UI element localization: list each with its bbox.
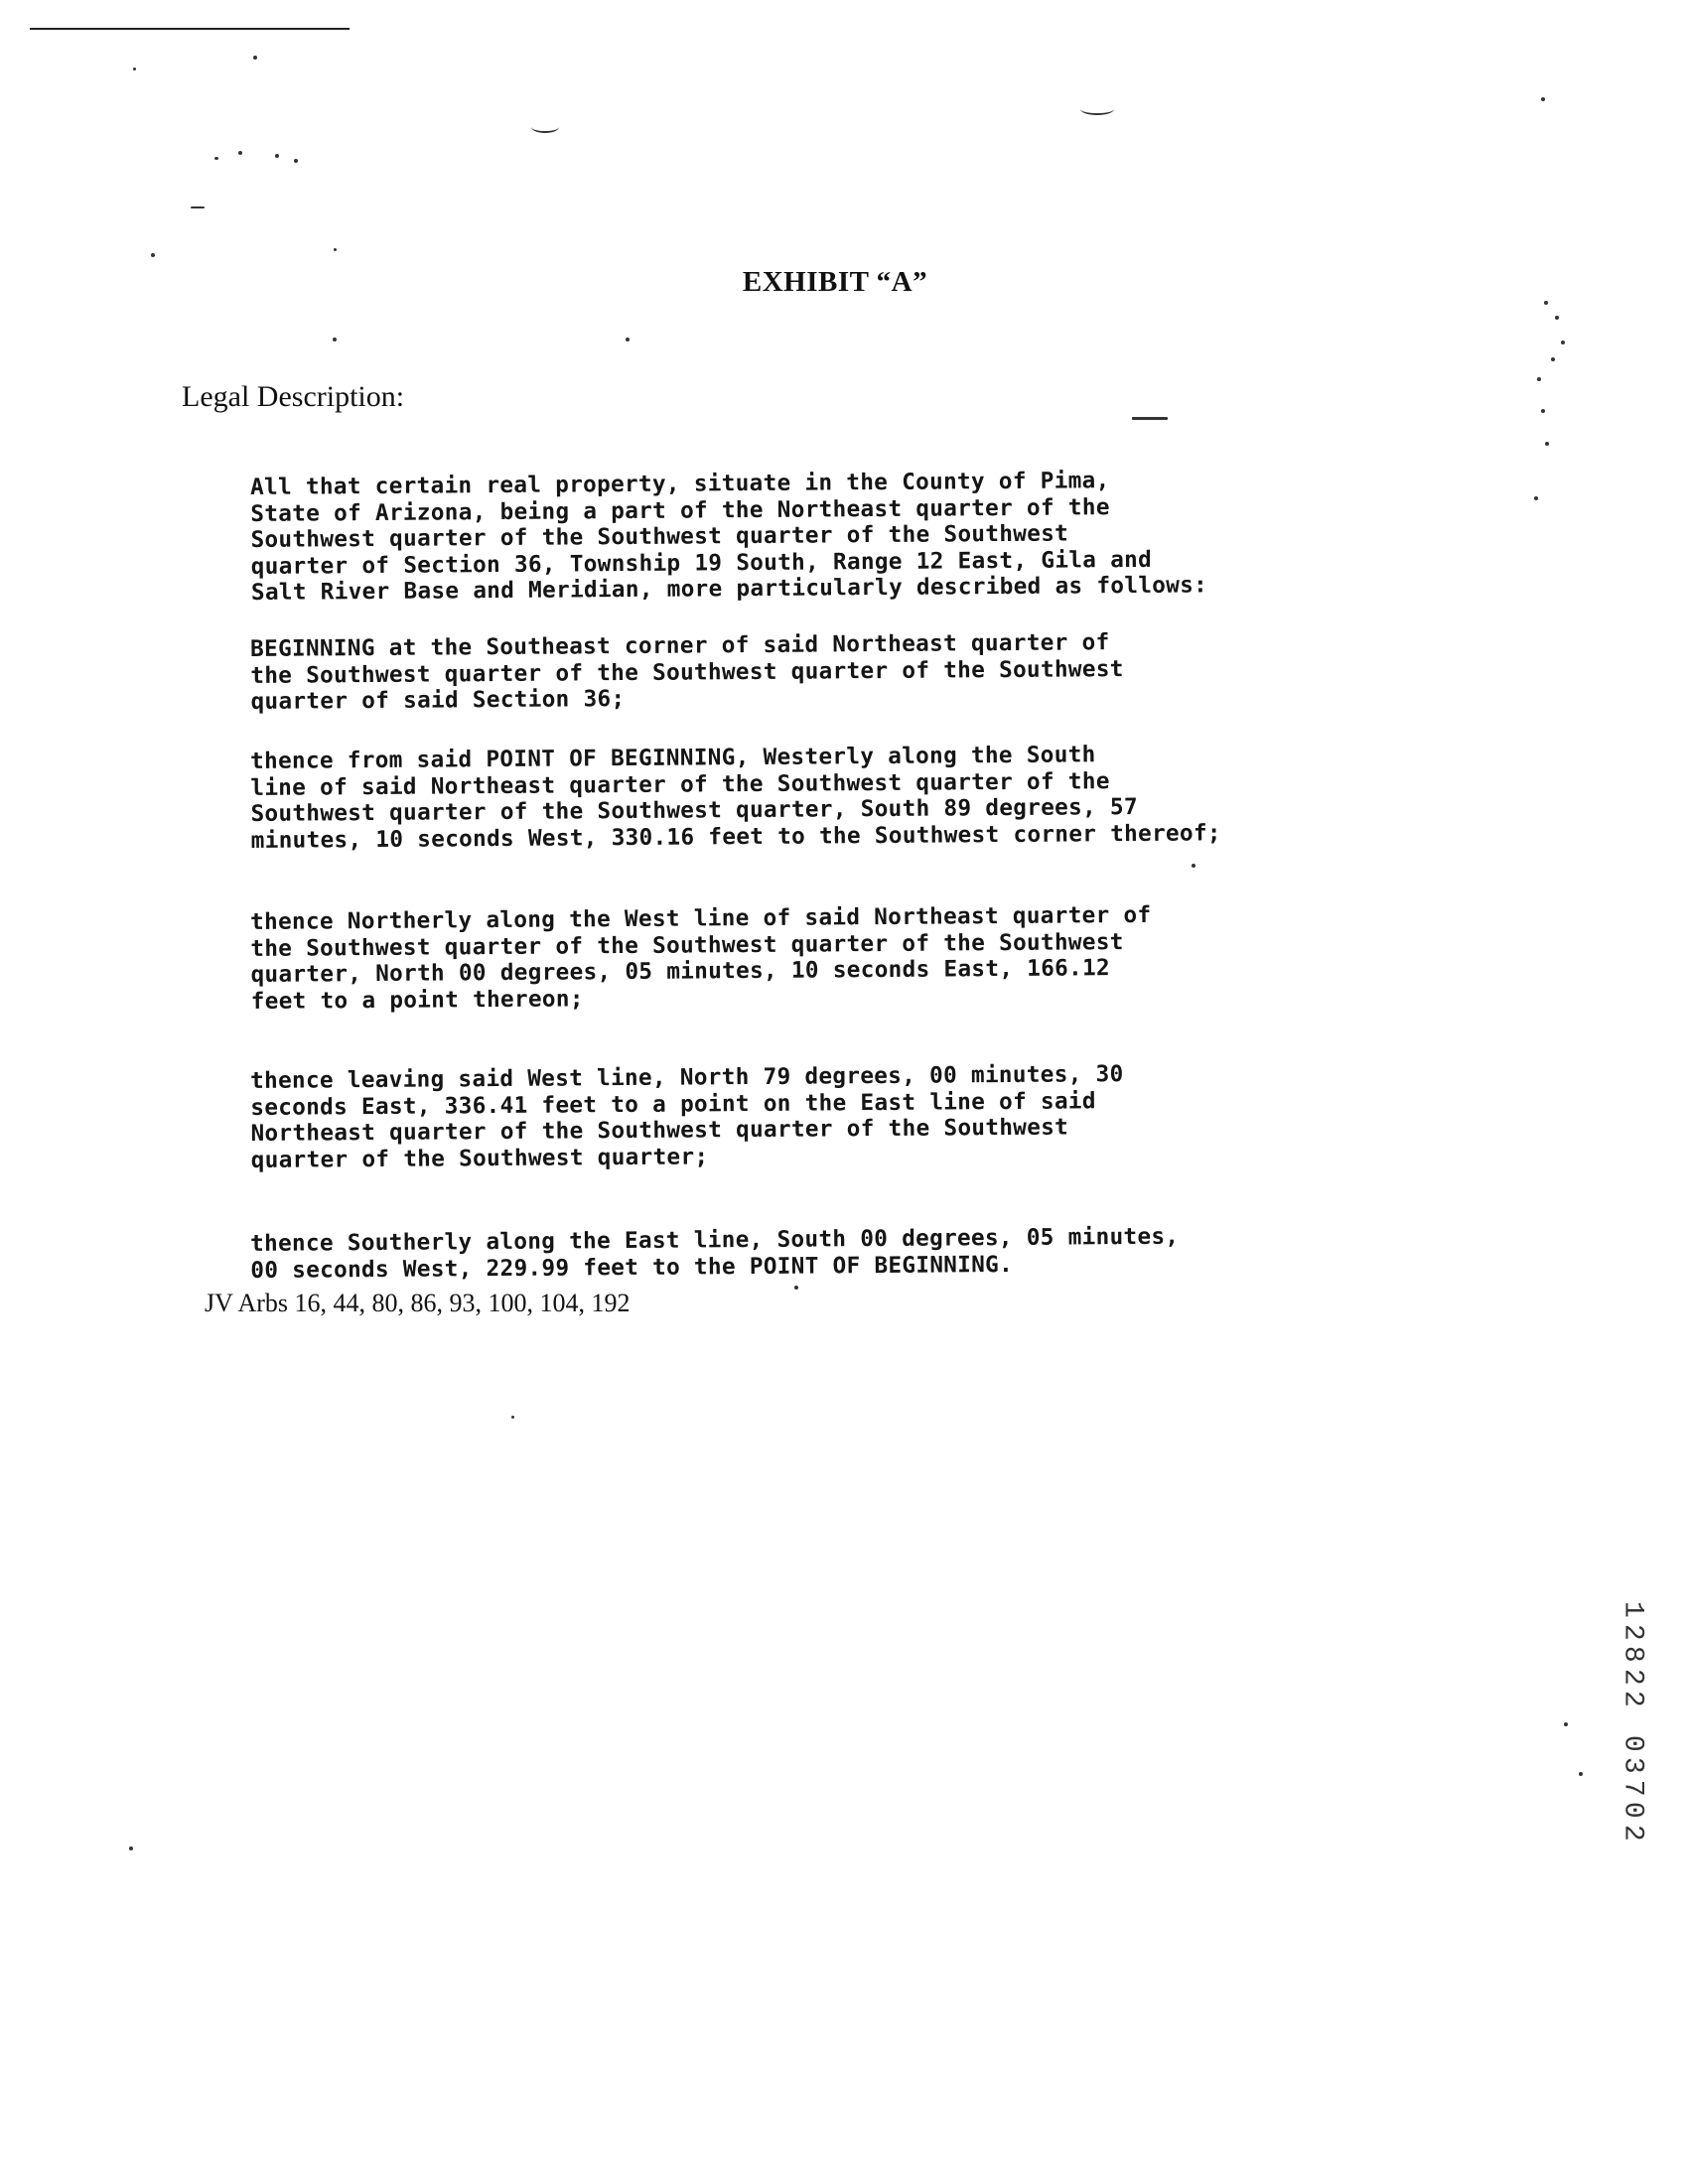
scan-speck bbox=[794, 1286, 798, 1290]
scan-speck bbox=[133, 68, 136, 70]
legal-paragraph: All that certain real property, situate in the County of Pima, State of Arizona, being a part of the Northeast quarter of the Southwest quarter of the Southwest quarter of the Southwest quarter of Section 36, Township 19 South, Range 12 East, Gila and Salt River Base and Meridian, more particularly described as follows: bbox=[250, 468, 1208, 606]
legal-description-heading: Legal Description: bbox=[182, 380, 405, 413]
scan-speck bbox=[1192, 864, 1195, 868]
document-number-digit: 2 bbox=[1616, 1668, 1648, 1686]
scan-speck bbox=[1579, 1772, 1583, 1776]
document-number-digit: 0 bbox=[1616, 1734, 1648, 1752]
document-number-digit: 2 bbox=[1616, 1824, 1648, 1842]
scan-speck bbox=[1544, 301, 1548, 305]
scan-speck bbox=[1545, 442, 1549, 446]
legal-paragraph: thence Northerly along the West line of said Northeast quarter of the Southwest quarter of the Southwest quarter of the Southwest quarter, North 00 degrees, 05 minutes, 10 seconds East, 166.12 feet to a point thereon; bbox=[250, 901, 1152, 1015]
jv-arbs-reference: JV Arbs 16, 44, 80, 86, 93, 100, 104, 192 bbox=[205, 1289, 631, 1317]
scan-speck bbox=[1564, 1722, 1568, 1726]
scan-speck bbox=[1537, 377, 1541, 381]
scan-speck bbox=[1541, 409, 1545, 413]
scan-speck bbox=[294, 159, 298, 163]
scan-speck bbox=[214, 157, 218, 160]
scan-speck bbox=[626, 338, 630, 341]
scan-speck bbox=[1541, 97, 1545, 101]
scan-speck bbox=[191, 206, 205, 208]
scan-speck bbox=[1132, 417, 1168, 420]
document-number-digit: 1 bbox=[1616, 1600, 1648, 1618]
scan-speck bbox=[511, 1416, 514, 1419]
legal-paragraph: thence from said POINT OF BEGINNING, Westerly along the South line of said Northeast quarter of the Southwest quarter of the Southwest quarter of the Southwest quarter, South 89 degrees, 57 minutes, 10 seconds West, 330.16 feet to the Southwest corner thereof; bbox=[250, 742, 1221, 854]
scan-speck bbox=[253, 56, 257, 60]
exhibit-title-text: EXHIBIT “A” bbox=[742, 266, 928, 298]
scan-speck bbox=[151, 253, 155, 257]
document-number-digit: 2 bbox=[1616, 1690, 1648, 1707]
legal-paragraph: BEGINNING at the Southeast corner of said Northeast quarter of the Southwest quarter of the Southwest quarter of the Southwest quarter of said Section 36; bbox=[250, 629, 1124, 715]
legal-paragraph: thence leaving said West line, North 79 degrees, 00 minutes, 30 seconds East, 336.41 feet to a point on the East line of said Northeast quarter of the Southwest quarter of the Southwest quarter of the Southwest quarter; bbox=[250, 1061, 1124, 1173]
document-number-digit: 7 bbox=[1616, 1779, 1648, 1797]
document-number-digit: 8 bbox=[1616, 1645, 1648, 1663]
scan-speck bbox=[1555, 316, 1559, 320]
document-number-digit: 3 bbox=[1616, 1756, 1648, 1774]
scan-speck bbox=[1534, 496, 1538, 500]
document-number-digit: 2 bbox=[1616, 1623, 1648, 1641]
scan-speck bbox=[275, 154, 279, 158]
scan-speck bbox=[1551, 357, 1555, 361]
exhibit-title bbox=[0, 266, 1686, 299]
scan-mark bbox=[1080, 103, 1114, 115]
document-number bbox=[1616, 1598, 1646, 1843]
legal-paragraph: thence Southerly along the East line, South 00 degrees, 05 minutes, 00 seconds West, 229.99 feet to the POINT OF BEGINNING. bbox=[250, 1223, 1180, 1284]
scan-speck bbox=[334, 248, 337, 251]
top-rule bbox=[30, 28, 350, 30]
scan-speck bbox=[1561, 341, 1565, 344]
scan-speck bbox=[333, 338, 337, 341]
document-number-digit: 0 bbox=[1616, 1801, 1648, 1819]
scan-speck bbox=[238, 151, 242, 155]
scan-mark bbox=[531, 121, 559, 133]
scan-speck bbox=[129, 1846, 133, 1850]
